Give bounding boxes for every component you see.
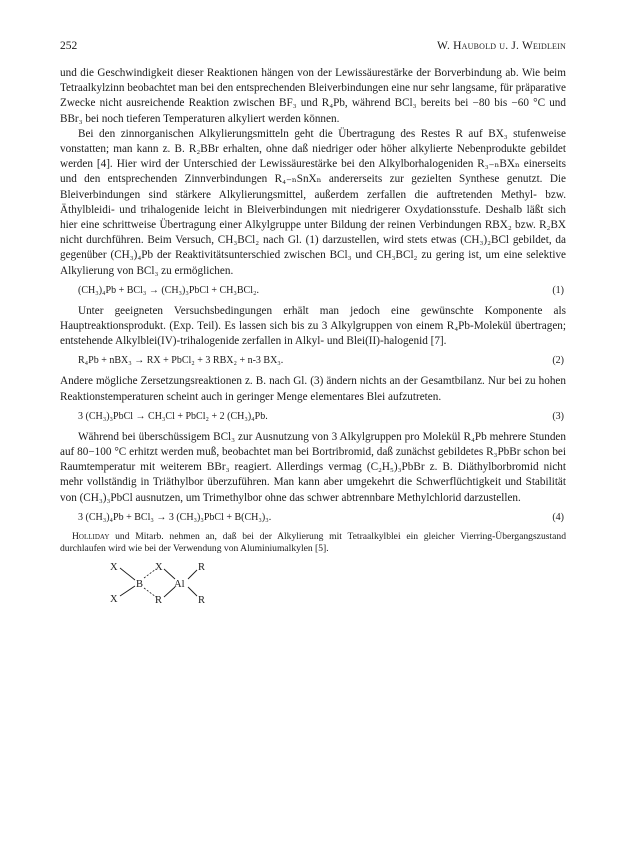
- transition-state-diagram: [108, 560, 218, 606]
- footnote: [60, 531, 566, 556]
- atom-label: B: [136, 579, 144, 591]
- atom-label: X: [110, 562, 118, 574]
- atom-label: Al: [174, 579, 185, 591]
- atom-label: X: [110, 594, 118, 606]
- running-authors: W. Haubold u. J. Weidlein: [436, 40, 566, 52]
- equation-number: (2): [552, 355, 564, 367]
- equation-number: (1): [552, 284, 564, 296]
- atom-label: R: [198, 562, 206, 574]
- equation-text: 3 (CH₃)₃PbCl → CH₃Cl + PbCl₂ + 2 (CH₃)₄Pb.: [78, 410, 268, 422]
- equation-text: 3 (CH₃)₄Pb + BCl₃ → 3 (CH₃)₃PbCl + B(CH₃)₃.: [78, 511, 272, 523]
- equation: [60, 284, 566, 298]
- bond-line: [188, 570, 197, 579]
- equation-text: (CH₃)₄Pb + BCl₃ → (CH₃)₃PbCl + CH₃BCl₂.: [78, 284, 259, 296]
- footnote-text: und Mitarb. nehmen an, daß bei der Alkylierung mit Tetraalkylblei ein gleicher Vierring-Übergangszustand durchlaufen wird wie bei der Verwendung von Aluminiumalkylen [5].: [60, 530, 566, 555]
- equation: [60, 354, 566, 368]
- equation-number: (4): [552, 511, 564, 523]
- bond-line: [188, 587, 197, 596]
- bond-line: [164, 569, 175, 579]
- page: [60, 40, 566, 606]
- bond-line: [120, 568, 135, 580]
- running-header: [60, 40, 566, 56]
- atom-label: R: [198, 595, 206, 607]
- atom-label: X: [155, 562, 163, 574]
- bond-line: [120, 586, 135, 596]
- equation-number: (3): [552, 410, 564, 422]
- equation: [60, 511, 566, 525]
- paragraph: Andere mögliche Zersetzungsreaktionen z. B. nach Gl. (3) ändern nichts an der Gesamtbilanz. Nur bei zu hohen Reaktionstemperaturen scheint auch in geringer Menge elementares Blei aufzutreten.: [60, 375, 566, 403]
- equation: [60, 410, 566, 424]
- paragraph: Unter geeigneten Versuchsbedingungen erhält man jedoch eine gewünschte Komponente als Hauptreaktionsprodukt. (Exp. Teil). Es lassen sich bis zu 3 Alkylgruppen von einem R₄Pb-Molekül übertragen; entstehende Alkylblei(IV)-trihalogenide zerfallen in Alkyl- und Blei(II)-halogenid [7].: [60, 304, 566, 348]
- page-number: 252: [60, 40, 78, 52]
- paragraph: und die Geschwindigkeit dieser Reaktionen hängen von der Lewissäurestärke der Borverbindung ab. Wie beim Tetraalkylzinn beobachtet man bei den entsprechenden Bleiverbindungen eine nur sehr langsame, für präparative Zwecke nicht ausreichende Reaktion zwischen BF₃ und R₄Pb, während BCl₃ bereits bei −80 bis −60 °C und BBr₃ bei noch tieferen Temperaturen alkyliert werden können.: [60, 67, 566, 125]
- footnote-author: Holliday: [72, 530, 110, 542]
- paragraph: Während bei überschüssigem BCl₃ zur Ausnutzung von 3 Alkylgruppen pro Molekül R₄Pb mehrere Stunden auf 80−100 °C erhitzt werden muß, beobachtet man bei Bortribromid, daß zunächst gebildetes R₃PbBr schon bei Raumtemperatur mit weiterem BBr₃ reagiert. Allerdings vermag (C₂H₅)₃PbBr z. B. Diäthylborbromid nicht mehr vollständig in Triäthylbor überzuführen. Man kann aber umgekehrt die Schwerflüchtigkeit und Stabilität von (CH₃)₃PbCl ausnutzen, um Trimethylbor ohne das schwer abtrennbare Methylchlorid darzustellen.: [60, 430, 566, 504]
- equation-text: R₄Pb + nBX₃ → RX + PbCl₂ + 3 RBX₂ + n-3 BX₃.: [78, 355, 284, 367]
- paragraph: Bei den zinnorganischen Alkylierungsmitteln geht die Übertragung des Restes R auf BX₃ stufenweise vonstatten; man kann z. B. R₂BBr erhalten, ohne daß niedriger oder höher alkylierte Nebenprodukte gebildet werden [4]. Hier wird der Unterschied der Lewissäurestärke bei den Alkylborhalogeniden R₃₋ₙBXₙ einerseits und den entsprechenden Zinnverbindungen R₄₋ₙSnXₙ andererseits zur gezielten Synthese genutzt. Die Bleiverbindungen sind stärkere Alkylierungsmittel, außerdem zerfallen die auftretenden Methyl- bzw. Äthylbleidi- und trihalogenide leicht in Bleiverbindungen mit niedrigerer Oxydationsstufe. Deshalb läßt sich hier eine schrittweise Übertragung einer Alkylgruppe unter Bildung der reinen Verbindungen RBX₂ bzw. R₂BX nicht durchführen. Beim Versuch, CH₃BCl₂ nach Gl. (1) darzustellen, wird stets etwas (CH₃)₂BCl gebildet, da gegenüber (CH₃)₄Pb der Reaktivitätsunterschied zwischen BCl₃ und CH₃BCl₂ zu gering ist, um eine selektive Alkylierung von BCl₃ zu ermöglichen.: [60, 127, 566, 277]
- four-ring-structure: [108, 560, 218, 606]
- atom-label: R: [155, 595, 163, 607]
